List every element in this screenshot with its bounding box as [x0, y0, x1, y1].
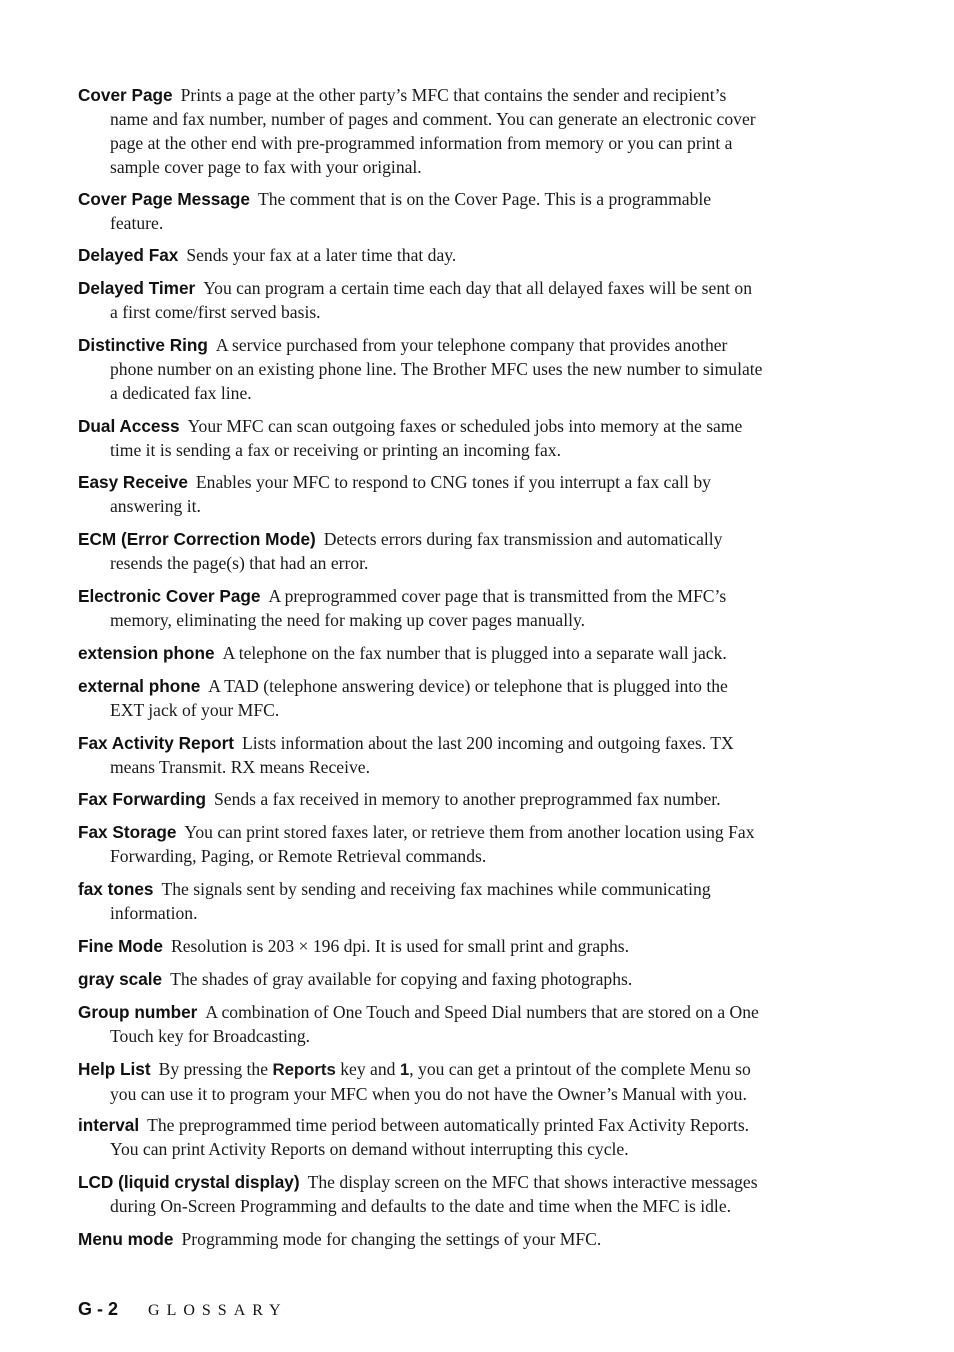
- glossary-entry: [78, 820, 826, 868]
- glossary-term: Group number: [78, 1002, 198, 1022]
- glossary-entry: [78, 83, 826, 179]
- glossary-entry: [78, 1170, 826, 1218]
- glossary-definition-line: means Transmit. RX means Receive.: [110, 757, 370, 777]
- glossary-definition: Detects errors during fax transmission and automatically: [323, 529, 723, 549]
- glossary-entry: [78, 787, 826, 811]
- glossary-entry: [78, 967, 826, 991]
- glossary-term: Fine Mode: [78, 936, 163, 956]
- glossary-definition: Prints a page at the other party’s MFC that contains the sender and recipient’s: [180, 85, 727, 105]
- glossary-entry: [78, 877, 826, 925]
- glossary-definition: Programming mode for changing the settings of your MFC.: [181, 1229, 602, 1249]
- glossary-definition: The preprogrammed time period between automatically printed Fax Activity Reports.: [147, 1115, 750, 1135]
- glossary-entry: [78, 934, 826, 958]
- glossary-definition-line: resends the page(s) that had an error.: [110, 553, 369, 573]
- glossary-definition-line: a dedicated fax line.: [110, 383, 252, 403]
- glossary-term: Menu mode: [78, 1229, 174, 1249]
- glossary-term: fax tones: [78, 879, 154, 899]
- page-number: G - 2: [78, 1299, 119, 1319]
- glossary-definition-line: during On-Screen Programming and defaults to the date and time when the MFC is idle.: [110, 1196, 732, 1216]
- glossary-entry: [78, 1227, 826, 1251]
- glossary-definition-line: Forwarding, Paging, or Remote Retrieval commands.: [110, 846, 487, 866]
- glossary-entry: [78, 1057, 826, 1106]
- glossary-definition: You can program a certain time each day that all delayed faxes will be sent on: [203, 278, 753, 298]
- glossary-term: ECM (Error Correction Mode): [78, 529, 316, 549]
- glossary-term: extension phone: [78, 643, 215, 663]
- glossary-definition: You can print stored faxes later, or retrieve them from another location using Fax: [184, 822, 755, 842]
- glossary-definition-line: name and fax number, number of pages and comment. You can generate an electronic cover: [110, 109, 756, 129]
- glossary-term: Fax Forwarding: [78, 789, 206, 809]
- glossary-entry: [78, 276, 826, 324]
- glossary-entry: [78, 584, 826, 632]
- glossary-definition: By pressing the: [158, 1059, 273, 1079]
- glossary-definition-line: phone number on an existing phone line. The Brother MFC uses the new number to simulate: [110, 359, 763, 379]
- glossary-definition: Lists information about the last 200 incoming and outgoing faxes. TX: [242, 733, 734, 753]
- glossary-definition: A telephone on the fax number that is plugged into a separate wall jack.: [222, 643, 727, 663]
- glossary-definition-line: sample cover page to fax with your original.: [110, 157, 422, 177]
- glossary-definition: A TAD (telephone answering device) or telephone that is plugged into the: [208, 676, 728, 696]
- glossary-term: Easy Receive: [78, 472, 188, 492]
- glossary-term: Cover Page: [78, 85, 173, 105]
- glossary-definition-line: feature.: [110, 213, 164, 233]
- glossary-term: Electronic Cover Page: [78, 586, 261, 606]
- glossary-definition-line: time it is sending a fax or receiving or printing an incoming fax.: [110, 440, 561, 460]
- glossary-definition: A combination of One Touch and Speed Dial numbers that are stored on a One: [205, 1002, 759, 1022]
- glossary-definition: A service purchased from your telephone company that provides another: [215, 335, 728, 355]
- glossary-definition-line: page at the other end with pre-programmed information from memory or you can print a: [110, 133, 733, 153]
- glossary-definition-line: EXT jack of your MFC.: [110, 700, 280, 720]
- glossary-definition: The comment that is on the Cover Page. This is a programmable: [257, 189, 712, 209]
- glossary-entry: [78, 731, 826, 779]
- glossary-entry: [78, 470, 826, 518]
- glossary-definition-line: a first come/first served basis.: [110, 302, 321, 322]
- glossary-definition: The display screen on the MFC that shows interactive messages: [307, 1172, 758, 1192]
- glossary-definition: Sends a fax received in memory to another preprogrammed fax number.: [213, 789, 721, 809]
- glossary-entry: [78, 333, 826, 405]
- page-footer: [78, 1299, 288, 1320]
- glossary-term: LCD (liquid crystal display): [78, 1172, 300, 1192]
- glossary-definition: Enables your MFC to respond to CNG tones if you interrupt a fax call by: [195, 472, 711, 492]
- glossary-definition-line: memory, eliminating the need for making up cover pages manually.: [110, 610, 586, 630]
- glossary-term: Fax Storage: [78, 822, 177, 842]
- glossary-entry: [78, 641, 826, 665]
- glossary-definition-line: you can use it to program your MFC when you do not have the Owner’s Manual with you.: [110, 1084, 747, 1104]
- glossary-entry: [78, 527, 826, 575]
- glossary-term: Distinctive Ring: [78, 335, 208, 355]
- glossary-term: Help List: [78, 1059, 151, 1079]
- glossary-term: gray scale: [78, 969, 163, 989]
- glossary-definition-line: answering it.: [110, 496, 201, 516]
- glossary-entry: [78, 414, 826, 462]
- glossary-definition: key and: [335, 1059, 400, 1079]
- glossary-term: Cover Page Message: [78, 189, 250, 209]
- glossary-entry: [78, 1000, 826, 1048]
- glossary-entry: [78, 674, 826, 722]
- glossary-definition-line: You can print Activity Reports on demand without interrupting this cycle.: [110, 1139, 629, 1159]
- glossary-definition: Your MFC can scan outgoing faxes or scheduled jobs into memory at the same: [187, 416, 743, 436]
- glossary-term: interval: [78, 1115, 140, 1135]
- glossary-entry: [78, 243, 826, 267]
- section-title: GLOSSARY: [148, 1302, 288, 1319]
- key-number-label: 1: [399, 1060, 410, 1079]
- glossary-term: Dual Access: [78, 416, 180, 436]
- glossary-definition-line: information.: [110, 903, 198, 923]
- glossary-term: external phone: [78, 676, 201, 696]
- glossary-term: Delayed Timer: [78, 278, 196, 298]
- glossary-definition: A preprogrammed cover page that is transmitted from the MFC’s: [268, 586, 727, 606]
- glossary-entry: [78, 1113, 826, 1161]
- glossary-definition: Resolution is 203 × 196 dpi. It is used for small print and graphs.: [170, 936, 630, 956]
- glossary-definition-line: Touch key for Broadcasting.: [110, 1026, 311, 1046]
- glossary-definition: The shades of gray available for copying and faxing photographs.: [170, 969, 633, 989]
- glossary-definition: , you can get a printout of the complete Menu so: [409, 1059, 751, 1079]
- glossary-definition: Sends your fax at a later time that day.: [186, 245, 457, 265]
- reports-key-label: Reports: [272, 1060, 336, 1079]
- glossary-entry: [78, 187, 826, 235]
- glossary-term: Delayed Fax: [78, 245, 179, 265]
- glossary-definition: The signals sent by sending and receiving fax machines while communicating: [161, 879, 711, 899]
- glossary-term: Fax Activity Report: [78, 733, 234, 753]
